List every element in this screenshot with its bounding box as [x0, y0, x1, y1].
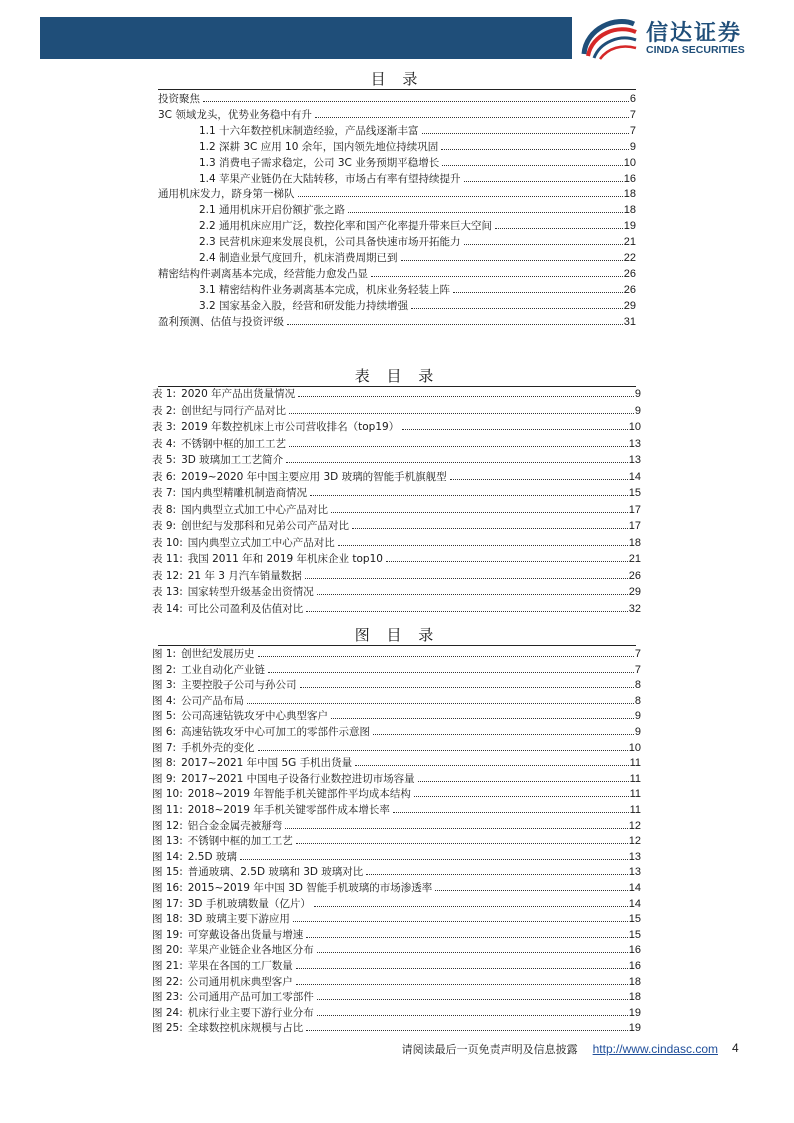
figure-list-entry[interactable]	[152, 784, 641, 800]
entry-title: 2020 年产品出货量情况	[181, 388, 296, 400]
entry-label: 表 14:	[152, 602, 183, 615]
entry-title: 2.3 民营机床迎来发展良机，公司具备快速市场开拓能力	[199, 236, 461, 249]
dot-leader	[442, 165, 623, 166]
table-list-entry[interactable]	[152, 582, 641, 598]
figure-list-entry[interactable]	[152, 878, 641, 894]
entry-page-number: 22	[623, 252, 636, 264]
table-list-entry[interactable]	[152, 401, 641, 417]
dot-leader	[314, 906, 628, 907]
entry-title: 2015~2019 年中国 3D 智能手机玻璃的市场渗透率	[187, 882, 433, 894]
entry-title: 1.1 十六年数控机床制造经验，产品线逐渐丰富	[199, 124, 419, 137]
entry-page-number: 26	[623, 283, 636, 296]
entry-title: 1.2 深耕 3C 应用 10 余年，国内领先地位持续巩固	[199, 140, 439, 153]
entry-title: 不锈钢中框的加工工艺	[181, 437, 287, 450]
figure-list-entry[interactable]	[152, 660, 641, 676]
toc-entry[interactable]	[199, 296, 636, 312]
toc-entry[interactable]	[158, 105, 636, 121]
footer-text	[402, 1041, 718, 1057]
figure-list-entry[interactable]	[152, 831, 641, 847]
entry-title: 国家转型升级基金出资情况	[187, 586, 314, 598]
dot-leader	[293, 921, 628, 922]
figure-list-entry[interactable]	[152, 987, 641, 1003]
dot-leader	[289, 413, 634, 414]
dot-leader	[300, 687, 634, 688]
figure-list-entry[interactable]	[152, 816, 641, 832]
entry-title: 2018~2019 年手机关键零部件成本增长率	[187, 804, 390, 816]
dot-leader	[317, 999, 628, 1000]
entry-page-number: 29	[628, 586, 641, 598]
entry-title: 通用机床发力，跻身第一梯队	[158, 188, 295, 201]
dot-leader	[402, 429, 628, 430]
entry-label: 图 6:	[152, 726, 177, 738]
dot-leader	[355, 765, 628, 766]
entry-page-number: 15	[628, 913, 641, 926]
dot-leader	[310, 495, 628, 496]
dot-leader	[435, 890, 627, 891]
entry-page-number: 7	[629, 124, 636, 137]
figure-list-entry[interactable]	[152, 675, 641, 691]
entry-page-number: 13	[628, 437, 641, 450]
figure-list-entry[interactable]	[152, 769, 641, 785]
entry-label: 表 3:	[152, 421, 177, 433]
figure-list-entry[interactable]	[152, 644, 641, 660]
entry-page-number: 18	[623, 204, 636, 217]
dot-leader	[268, 672, 634, 673]
dot-leader	[285, 828, 628, 829]
entry-label: 图 23:	[152, 991, 183, 1004]
dot-leader	[306, 611, 628, 612]
dot-leader	[298, 196, 623, 197]
table-list-entry[interactable]	[152, 434, 641, 450]
entry-page-number: 14	[628, 897, 641, 910]
footer-disclaimer: 请阅读最后一页免责声明及信息披露	[401, 1043, 578, 1056]
entry-title: 高速钻铣攻牙中心可加工的零部件示意图	[181, 726, 371, 738]
entry-page-number: 6	[629, 93, 636, 105]
figure-list-entry[interactable]	[152, 972, 641, 988]
logo-chinese-name: 信达证券	[646, 21, 743, 46]
entry-title: 2017~2021 中国电子设备行业数控进切市场容量	[181, 772, 415, 785]
dot-leader	[296, 968, 628, 969]
entry-title: 国内典型立式加工中心产品对比	[181, 503, 329, 516]
entry-label: 表 13:	[152, 586, 183, 598]
toc-entry[interactable]	[199, 121, 636, 137]
dot-leader	[366, 874, 627, 875]
entry-label: 图 2:	[152, 663, 177, 676]
dot-leader	[258, 656, 634, 657]
dot-leader	[411, 308, 623, 309]
entry-page-number: 8	[634, 679, 641, 692]
dot-leader	[247, 703, 634, 704]
entry-page-number: 9	[634, 710, 641, 723]
entry-page-number: 9	[634, 388, 641, 400]
entry-page-number: 32	[628, 602, 641, 615]
figure-list-entry[interactable]	[152, 940, 641, 956]
toc-entry[interactable]	[199, 153, 636, 169]
table-list-entry[interactable]	[152, 566, 641, 582]
dot-leader	[296, 843, 628, 844]
entry-label: 图 15:	[152, 866, 183, 879]
entry-label: 图 24:	[152, 1006, 183, 1019]
header-band	[40, 17, 572, 59]
entry-title: 3C 领域龙头，优势业务稳中有升	[158, 108, 312, 121]
entry-page-number: 16	[623, 172, 636, 185]
entry-title: 公司高速钻铣攻牙中心典型客户	[181, 710, 329, 723]
entry-title: 工业自动化产业链	[181, 663, 266, 676]
entry-title: 公司通用机床典型客户	[187, 975, 293, 988]
table-list-entry[interactable]	[152, 467, 641, 483]
figures-title: 图 目 录	[354, 626, 440, 644]
entry-title: 可比公司盈利及估值对比	[187, 602, 304, 615]
page-footer	[0, 1041, 794, 1057]
toc-entry[interactable]	[199, 248, 636, 264]
toc-entry[interactable]	[199, 216, 636, 232]
dot-leader	[418, 781, 629, 782]
entry-page-number: 26	[623, 267, 636, 280]
entry-label: 图 3:	[152, 679, 177, 692]
entry-title: 精密结构件剥离基本完成，经营能力愈发凸显	[158, 267, 368, 280]
dot-leader	[306, 937, 628, 938]
entry-label: 图 21:	[152, 960, 183, 972]
entry-title: 国内典型精雕机制造商情况	[181, 487, 308, 499]
dot-leader	[348, 212, 623, 213]
table-list-entry[interactable]	[152, 533, 641, 549]
dot-leader	[315, 117, 629, 118]
entry-label: 图 8:	[152, 757, 177, 770]
table-list-entry[interactable]	[152, 549, 641, 565]
dot-leader	[422, 133, 629, 134]
dot-leader	[401, 260, 623, 261]
entry-label: 图 22:	[152, 975, 183, 988]
entry-page-number: 26	[628, 569, 641, 582]
entry-label: 图 18:	[152, 913, 183, 926]
entry-page-number: 11	[629, 757, 641, 770]
entry-page-number: 9	[629, 140, 636, 153]
dot-leader	[317, 1015, 628, 1016]
entry-title: 3D 手机玻璃数量（亿片）	[187, 897, 311, 910]
figure-list-entry[interactable]	[152, 1018, 641, 1034]
entry-title: 创世纪与同行产品对比	[181, 404, 287, 417]
dot-leader	[373, 734, 634, 735]
entry-page-number: 14	[628, 470, 641, 483]
entry-page-number: 17	[628, 503, 641, 516]
figure-list-entry[interactable]	[152, 753, 641, 769]
entry-page-number: 18	[628, 536, 641, 549]
entry-label: 图 12:	[152, 819, 183, 832]
contents-title: 目 录	[370, 70, 424, 88]
entry-label: 表 6:	[152, 470, 177, 483]
dot-leader	[450, 479, 628, 480]
entry-page-number: 14	[628, 882, 641, 894]
entry-page-number: 16	[628, 944, 641, 957]
entry-label: 表 11:	[152, 553, 183, 565]
entry-title: 1.4 苹果产业链仍在大陆转移，市场占有率有望持续提升	[199, 172, 461, 185]
dot-leader	[305, 578, 628, 579]
entry-label: 表 9:	[152, 520, 177, 532]
dot-leader	[464, 181, 623, 182]
table-list-entry[interactable]	[152, 599, 641, 615]
entry-page-number: 8	[634, 694, 641, 707]
dot-leader	[331, 512, 628, 513]
entry-page-number: 18	[628, 975, 641, 988]
entry-page-number: 31	[623, 315, 636, 328]
dot-leader	[495, 228, 623, 229]
entry-page-number: 19	[623, 220, 636, 233]
dot-leader	[289, 446, 628, 447]
dot-leader	[338, 545, 628, 546]
entry-page-number: 10	[628, 741, 641, 754]
dot-leader	[258, 750, 628, 751]
dot-leader	[306, 1030, 628, 1031]
entry-label: 图 1:	[152, 648, 177, 660]
logo-english-name: CINDA SECURITIES	[646, 44, 745, 56]
figure-list-entry[interactable]	[152, 894, 641, 910]
entry-label: 表 2:	[152, 404, 177, 417]
figure-list-entry[interactable]	[152, 1003, 641, 1019]
dot-leader	[287, 324, 623, 325]
entry-title: 21 年 3 月汽车销量数据	[187, 569, 302, 582]
entry-label: 图 16:	[152, 882, 183, 894]
entry-title: 铝合金金属壳被掰弯	[187, 819, 283, 832]
entry-label: 图 5:	[152, 710, 177, 723]
footer-link[interactable]: http://www.cindasc.com	[592, 1042, 718, 1056]
dot-leader	[296, 984, 628, 985]
entry-page-number: 12	[628, 819, 641, 832]
toc-entry[interactable]	[199, 169, 636, 185]
entry-page-number: 17	[628, 520, 641, 532]
dot-leader	[352, 528, 628, 529]
entry-title: 全球数控机床规模与占比	[187, 1022, 304, 1035]
entry-title: 普通玻璃、2.5D 玻璃和 3D 玻璃对比	[187, 866, 364, 879]
entry-title: 3D 玻璃加工工艺简介	[181, 454, 284, 466]
entry-page-number: 11	[629, 804, 641, 816]
entry-title: 3.2 国家基金入股，经营和研发能力持续增强	[199, 299, 409, 312]
table-list-entry[interactable]	[152, 483, 641, 499]
entry-title: 苹果产业链企业各地区分布	[187, 944, 314, 957]
entry-page-number: 10	[623, 156, 636, 169]
toc-entry[interactable]	[158, 312, 636, 328]
figure-list-entry[interactable]	[152, 706, 641, 722]
entry-label: 图 4:	[152, 694, 177, 707]
entry-title: 不锈钢中框的加工工艺	[187, 835, 293, 848]
entry-page-number: 9	[634, 404, 641, 417]
dot-leader	[286, 462, 628, 463]
entry-label: 图 13:	[152, 835, 183, 848]
entry-label: 表 8:	[152, 503, 177, 516]
dot-leader	[240, 859, 628, 860]
entry-title: 公司产品布局	[181, 694, 245, 707]
entry-page-number: 7	[629, 108, 636, 121]
table-list-entry[interactable]	[152, 500, 641, 516]
figure-list-entry[interactable]	[152, 722, 641, 738]
entry-label: 表 7:	[152, 487, 177, 499]
dot-leader	[393, 812, 629, 813]
entry-page-number: 7	[634, 663, 641, 676]
entry-title: 主要控股子公司与孙公司	[181, 679, 297, 692]
entry-title: 盈利预测、估值与投资评级	[158, 315, 284, 328]
entry-label: 图 9:	[152, 772, 177, 785]
dot-leader	[441, 149, 629, 150]
entry-title: 苹果在各国的工厂数量	[187, 960, 293, 972]
entry-page-number: 13	[628, 850, 641, 863]
entry-page-number: 7	[634, 648, 641, 660]
toc-entry[interactable]	[199, 232, 636, 248]
figure-list-entry[interactable]	[152, 956, 641, 972]
dot-leader	[317, 952, 628, 953]
entry-page-number: 15	[628, 487, 641, 499]
entry-title: 手机外壳的变化	[181, 741, 255, 754]
entry-label: 图 25:	[152, 1022, 183, 1035]
figure-list-entry[interactable]	[152, 909, 641, 925]
entry-page-number: 11	[629, 788, 641, 801]
company-logo	[576, 14, 776, 60]
entry-page-number: 16	[628, 960, 641, 972]
entry-title: 2018~2019 年智能手机关键部件平均成本结构	[187, 788, 411, 801]
page-number: 4	[732, 1041, 739, 1055]
dot-leader	[371, 276, 623, 277]
tables-title: 表 目 录	[354, 367, 440, 385]
entry-title: 可穿戴设备出货量与增速	[187, 928, 304, 941]
toc-entry[interactable]	[199, 280, 636, 296]
entry-page-number: 21	[628, 553, 641, 565]
entry-title: 创世纪发展历史	[181, 648, 255, 660]
figure-list-entry[interactable]	[152, 925, 641, 941]
entry-page-number: 18	[623, 188, 636, 201]
entry-title: 我国 2011 年和 2019 年机床企业 top10	[187, 553, 383, 565]
table-list-entry[interactable]	[152, 384, 641, 400]
entry-page-number: 19	[628, 1022, 641, 1035]
entry-label: 图 14:	[152, 850, 183, 863]
entry-label: 表 1:	[152, 388, 177, 400]
entry-page-number: 15	[628, 928, 641, 941]
entry-title: 3D 玻璃主要下游应用	[187, 913, 290, 926]
entry-label: 表 4:	[152, 437, 177, 450]
toc-entry[interactable]	[158, 89, 636, 105]
entry-page-number: 18	[628, 991, 641, 1004]
entry-title: 机床行业主要下游行业分布	[187, 1006, 314, 1019]
toc-entry[interactable]	[158, 264, 636, 280]
dot-leader	[298, 396, 634, 397]
figure-list-entry[interactable]	[152, 862, 641, 878]
entry-page-number: 10	[628, 421, 641, 433]
toc-entry[interactable]	[158, 184, 636, 200]
dot-leader	[331, 718, 634, 719]
entry-label: 图 10:	[152, 788, 183, 801]
dot-leader	[203, 101, 629, 102]
entry-title: 2019~2020 年中国主要应用 3D 玻璃的智能手机旗舰型	[181, 470, 447, 483]
entry-page-number: 12	[628, 835, 641, 848]
figure-list-entry[interactable]	[152, 847, 641, 863]
entry-page-number: 29	[623, 299, 636, 312]
entry-page-number: 9	[634, 726, 641, 738]
figure-list-entry[interactable]	[152, 738, 641, 754]
entry-page-number: 19	[628, 1006, 641, 1019]
entry-label: 图 20:	[152, 944, 183, 957]
entry-label: 图 19:	[152, 928, 183, 941]
entry-title: 2017~2021 年中国 5G 手机出货量	[181, 757, 353, 770]
entry-title: 2.1 通用机床开启份额扩张之路	[199, 204, 346, 217]
entry-title: 2.2 通用机床应用广泛，数控化率和国产化率提升带来巨大空间	[199, 220, 493, 233]
toc-entry[interactable]	[199, 200, 636, 216]
table-list-entry[interactable]	[152, 450, 641, 466]
dot-leader	[317, 594, 628, 595]
entry-title: 2.4 制造业景气度回升，机床消费周期已到	[199, 252, 398, 264]
entry-label: 表 5:	[152, 454, 177, 466]
table-list-entry[interactable]	[152, 516, 641, 532]
entry-title: 投资聚焦	[158, 93, 200, 105]
entry-label: 表 12:	[152, 569, 183, 582]
entry-title: 2.5D 玻璃	[187, 850, 237, 863]
figure-list-entry[interactable]	[152, 800, 641, 816]
cinda-emblem-icon	[576, 14, 640, 60]
entry-title: 2019 年数控机床上市公司营收排名（top19）	[181, 421, 400, 433]
entry-title: 国内典型立式加工中心产品对比	[187, 536, 335, 549]
entry-label: 图 11:	[152, 804, 183, 816]
table-list-entry[interactable]	[152, 417, 641, 433]
dot-leader	[453, 292, 623, 293]
entry-title: 3.1 精密结构件业务剥离基本完成，机床业务轻装上阵	[199, 283, 451, 296]
entry-page-number: 11	[629, 772, 641, 785]
entry-page-number: 13	[628, 866, 641, 879]
dot-leader	[414, 796, 629, 797]
entry-label: 图 17:	[152, 897, 183, 910]
entry-title: 1.3 消费电子需求稳定，公司 3C 业务预期平稳增长	[199, 156, 440, 169]
toc-entry[interactable]	[199, 137, 636, 153]
entry-page-number: 13	[628, 454, 641, 466]
dot-leader	[464, 244, 623, 245]
entry-title: 公司通用产品可加工零部件	[187, 991, 314, 1004]
dot-leader	[386, 561, 628, 562]
entry-title: 创世纪与发那科和兄弟公司产品对比	[181, 520, 350, 532]
entry-label: 图 7:	[152, 741, 177, 754]
entry-page-number: 21	[623, 236, 636, 249]
entry-label: 表 10:	[152, 536, 183, 549]
figure-list-entry[interactable]	[152, 691, 641, 707]
